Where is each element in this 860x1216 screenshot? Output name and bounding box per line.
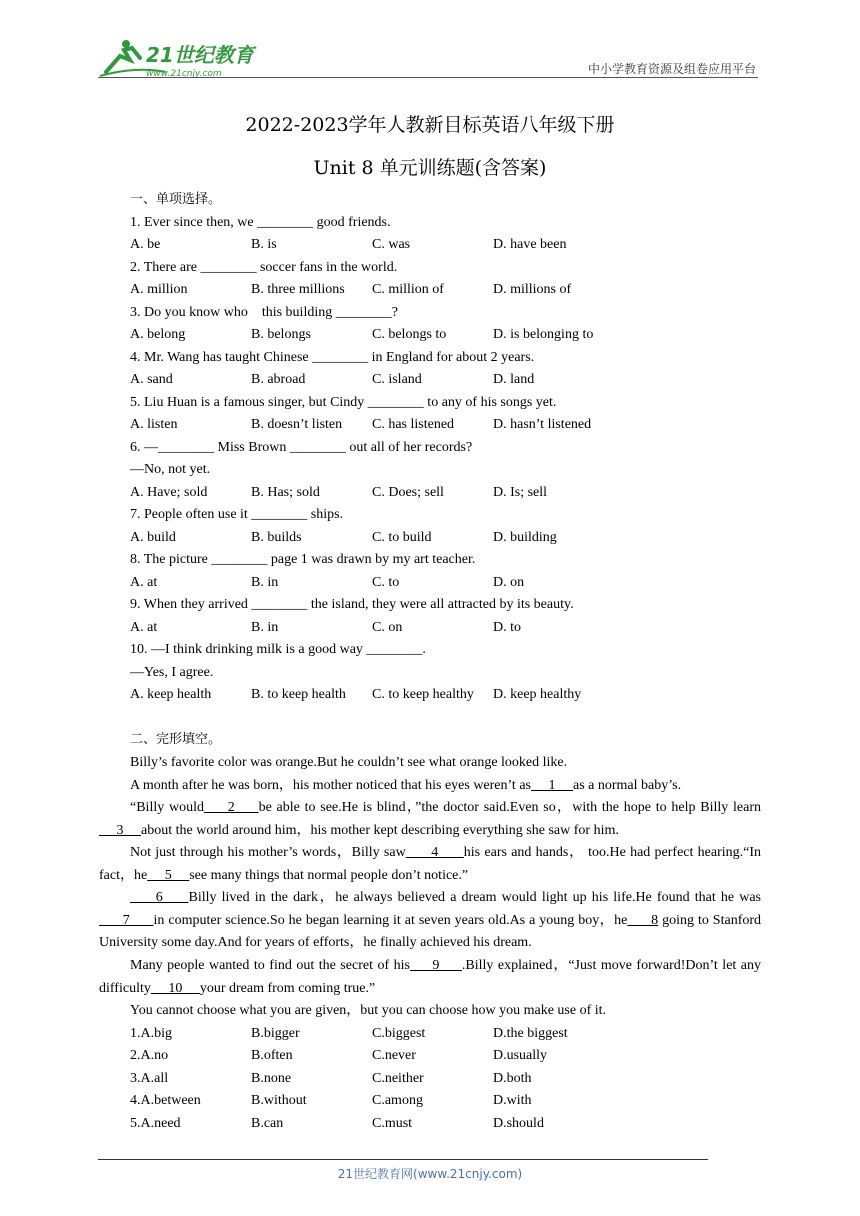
logo-url-text: www.21cnjy.com <box>146 69 222 79</box>
option-a: A. Have; sold <box>130 485 208 500</box>
option-c: C. island <box>372 372 422 387</box>
cloze-option: 3.A.all <box>130 1071 169 1086</box>
passage-paragraph <box>99 1000 761 1023</box>
option-c: C. to keep healthy <box>372 687 474 702</box>
passage-text: about the world around him，his mother kept describing everything she saw for him. <box>141 822 619 838</box>
option-b: B. builds <box>251 530 302 545</box>
passage-text: A month after he was born，his mother noticed that his eyes weren’t as <box>130 778 531 793</box>
doc-subtitle: Unit 8 单元训练题(含答案) <box>313 157 547 179</box>
option-d: D. to <box>493 620 521 635</box>
passage-text: your dream from coming true.” <box>199 980 376 996</box>
passage-text: his ears and hands， too.He had perfect hearing.“In fact，he <box>99 845 762 883</box>
header-divider <box>98 77 758 78</box>
cloze-option: C.never <box>372 1048 416 1063</box>
header-platform-text: 中小学教育资源及组卷应用平台 <box>587 62 756 76</box>
option-d: D. on <box>493 575 525 590</box>
blank-7: 7 <box>99 912 154 928</box>
option-d: D. land <box>493 372 535 387</box>
site-logo[interactable] <box>96 36 266 80</box>
option-b: B. Has; sold <box>251 485 320 500</box>
cloze-option: B.without <box>251 1093 307 1108</box>
passage-text: Not just through his mother’s words，Billy saw <box>130 845 406 860</box>
blank-2: 2 <box>203 800 259 815</box>
option-d: D. keep healthy <box>493 687 582 702</box>
cloze-option: C.biggest <box>372 1026 426 1041</box>
question-stem: 1. Ever since then, we ________ good friends. <box>130 215 391 230</box>
cloze-option: C.neither <box>372 1071 424 1086</box>
passage-paragraph <box>99 797 761 842</box>
passage-text: going to Stanford University some day.And for years of efforts，he finally achieved his dream. <box>99 912 762 950</box>
option-a: A. keep health <box>130 687 212 702</box>
option-c: C. has listened <box>372 417 455 432</box>
cloze-option: 2.A.no <box>130 1048 169 1063</box>
passage-text: .Billy explained，“Just move forward!Don’t let any difficulty <box>99 958 762 996</box>
passage-text: You cannot choose what you are given，but you can choose how you make use of it. <box>130 1003 607 1018</box>
option-d: D. millions of <box>493 282 572 297</box>
cloze-option: C.must <box>372 1116 413 1131</box>
option-d: D. is belonging to <box>493 327 594 342</box>
option-a: A. at <box>130 620 158 635</box>
doc-title: 2022-2023学年人教新目标英语八年级下册 <box>245 114 615 136</box>
blank-9: 9 <box>409 958 462 973</box>
cloze-option: B.none <box>251 1071 292 1086</box>
option-b: B. three millions <box>251 282 345 297</box>
option-c: C. was <box>372 237 411 252</box>
option-b: B. is <box>251 237 277 252</box>
passage-text: as a normal baby’s. <box>572 778 682 793</box>
question-stem: 3. Do you know who this building ________? <box>130 305 398 320</box>
option-b: B. abroad <box>251 372 306 387</box>
footer-link[interactable]: 21世纪教育网(www.21cnjy.com) <box>337 1167 523 1181</box>
section1-heading: 一、单项选择。 <box>130 192 222 207</box>
blank-6: 6 <box>130 890 189 905</box>
passage-paragraph <box>99 887 761 955</box>
question-stem: 9. When they arrived ________ the island, they were all attracted by its beauty. <box>130 597 574 612</box>
passage-text: Billy’s favorite color was orange.But he couldn’t see what orange looked like. <box>130 755 568 770</box>
question-stem: 2. There are ________ soccer fans in the world. <box>130 260 398 275</box>
cloze-option: 1.A.big <box>130 1026 172 1041</box>
option-b: B. to keep health <box>251 687 346 702</box>
passage-paragraph <box>99 752 761 775</box>
option-c: C. million of <box>372 282 444 297</box>
option-c: C. to build <box>372 530 432 545</box>
option-a: A. belong <box>130 327 186 342</box>
cloze-option: D.usually <box>493 1048 548 1063</box>
option-a: A. sand <box>130 372 173 387</box>
question-stem: 7. People often use it ________ ships. <box>130 507 344 522</box>
blank-10: 10 <box>150 980 200 996</box>
passage-text: Billy lived in the dark，he always believed a dream would light up his life.He found that he was <box>188 890 762 905</box>
option-a: A. at <box>130 575 158 590</box>
blank-8: 8 <box>627 912 659 928</box>
question-stem: 8. The picture ________ page 1 was drawn by my art teacher. <box>130 552 476 567</box>
option-c: C. to <box>372 575 400 590</box>
option-d: D. have been <box>493 237 567 252</box>
question-stem-reply: —No, not yet. <box>130 462 211 477</box>
question-stem: 6. —________ Miss Brown ________ out all of her records? <box>130 440 473 455</box>
passage-paragraph <box>99 842 761 887</box>
option-a: A. be <box>130 237 161 252</box>
footer-divider <box>98 1159 708 1160</box>
option-b: B. in <box>251 575 279 590</box>
cloze-option: C.among <box>372 1093 423 1108</box>
option-a: A. build <box>130 530 176 545</box>
question-stem-reply: —Yes, I agree. <box>130 665 214 680</box>
cloze-option: 5.A.need <box>130 1116 181 1131</box>
section2-heading: 二、完形填空。 <box>130 732 222 747</box>
cloze-option: B.often <box>251 1048 293 1063</box>
blank-5: 5 <box>147 867 190 883</box>
cloze-option: 4.A.between <box>130 1093 201 1108</box>
option-c: C. Does; sell <box>372 485 444 500</box>
blank-3: 3 <box>99 822 141 838</box>
cloze-option: D.both <box>493 1071 532 1086</box>
option-d: D. hasn’t listened <box>493 417 592 432</box>
question-stem: 5. Liu Huan is a famous singer, but Cindy ________ to any of his songs yet. <box>130 395 557 410</box>
option-b: B. in <box>251 620 279 635</box>
option-b: B. doesn’t listen <box>251 417 343 432</box>
blank-1: 1 <box>530 778 573 793</box>
question-stem: 10. —I think drinking milk is a good way ________. <box>130 642 426 657</box>
cloze-option: D.should <box>493 1116 544 1131</box>
passage-text: see many things that normal people don’t notice.” <box>189 867 469 883</box>
option-d: D. Is; sell <box>493 485 548 500</box>
passage-paragraph <box>99 775 761 798</box>
logo-text: 21世纪教育 <box>146 43 254 67</box>
runner-logo-icon <box>96 36 266 80</box>
cloze-option: D.the biggest <box>493 1026 568 1041</box>
blank-4: 4 <box>405 845 464 860</box>
question-stem: 4. Mr. Wang has taught Chinese ________ in England for about 2 years. <box>130 350 535 365</box>
cloze-option: B.bigger <box>251 1026 300 1041</box>
option-b: B. belongs <box>251 327 311 342</box>
passage-text: be able to see.He is blind，”the doctor said.Even so，with the hope to help Billy learn <box>258 800 761 815</box>
option-a: A. million <box>130 282 188 297</box>
passage-text: in computer science.So he began learning it at seven years old.As a young boy，he <box>153 912 628 928</box>
passage-paragraph <box>99 955 761 1000</box>
option-a: A. listen <box>130 417 178 432</box>
passage-text: Many people wanted to find out the secret of his <box>130 958 410 973</box>
option-d: D. building <box>493 530 557 545</box>
option-c: C. on <box>372 620 403 635</box>
cloze-option: D.with <box>493 1093 532 1108</box>
option-c: C. belongs to <box>372 327 447 342</box>
passage-text: “Billy would <box>130 800 204 815</box>
cloze-option: B.can <box>251 1116 284 1131</box>
